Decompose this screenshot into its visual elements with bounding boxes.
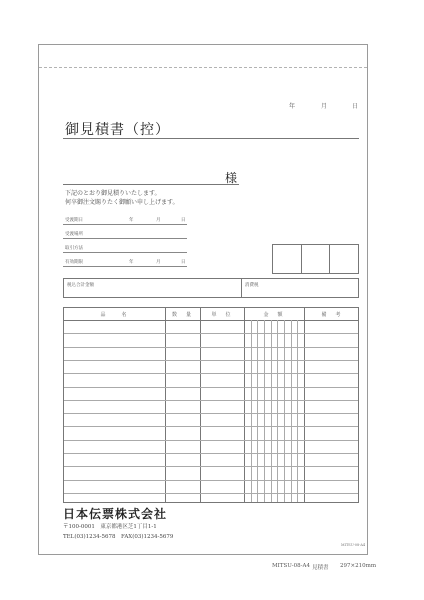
valid-until-label: 有効期限: [65, 260, 83, 265]
column-divider: [304, 308, 305, 502]
recipient-suffix: 様: [225, 171, 238, 185]
footer-paper-size: 297×210mm: [340, 563, 377, 569]
payment-terms-label: 取引方法: [65, 246, 83, 251]
header-divider: [64, 320, 358, 321]
table-row-divider: [64, 493, 358, 494]
delivery-place-label: 受渡場所: [65, 232, 83, 237]
tax-label: 消費税: [245, 283, 259, 288]
footer-form-name: 見積書: [312, 565, 329, 571]
valid-until-rule: [63, 266, 187, 267]
intro-line-2: 何卒御注文賜りたく御願い申し上げます。: [65, 199, 179, 206]
date-year: 年: [289, 103, 296, 110]
line-items-table: [63, 307, 359, 503]
delivery-date-month: 月: [156, 218, 161, 223]
table-row-divider: [64, 466, 358, 467]
valid-until-month: 月: [156, 260, 161, 265]
table-row-divider: [64, 360, 358, 361]
table-row-divider: [64, 426, 358, 427]
column-divider: [200, 308, 201, 502]
date-month: 月: [321, 103, 328, 110]
estimate-sheet: [38, 44, 368, 555]
delivery-date-rule: [63, 224, 187, 225]
perforation-line: [39, 67, 367, 68]
delivery-date-day: 日: [181, 218, 186, 223]
title-underline: [63, 138, 359, 139]
table-row-divider: [64, 387, 358, 388]
company-address: 〒100-0001 東京都港区芝1丁目1-1: [63, 524, 157, 530]
table-row-divider: [64, 333, 358, 334]
footer-form-code: MITSU-08-A4: [272, 563, 310, 569]
total-amount-label: 税込合計金額: [67, 283, 94, 288]
payment-terms-rule: [63, 252, 187, 253]
table-row-divider: [64, 373, 358, 374]
delivery-date-label: 受渡期日: [65, 218, 83, 223]
table-row-divider: [64, 453, 358, 454]
header-unit: 単 位: [211, 312, 233, 318]
totals-divider: [241, 279, 242, 297]
form-code-small: MITSU-08-A4: [341, 543, 366, 547]
company-name: 日本伝票株式会社: [63, 507, 168, 521]
valid-until-year: 年: [129, 260, 134, 265]
delivery-date-year: 年: [129, 218, 134, 223]
table-row-divider: [64, 440, 358, 441]
date-day: 日: [352, 103, 359, 110]
table-row-divider: [64, 347, 358, 348]
stamp-box-1: [272, 244, 302, 274]
company-phone: TEL(03)1234-5678 FAX(03)1234-5679: [63, 534, 174, 540]
recipient-underline: [63, 184, 239, 185]
header-quantity: 数 量: [171, 312, 193, 318]
table-row-divider: [64, 413, 358, 414]
intro-line-1: 下記のとおり御見積りいたします。: [65, 190, 161, 197]
header-note: 備 考: [321, 312, 343, 318]
valid-until-day: 日: [181, 260, 186, 265]
stamp-box-2: [301, 244, 330, 274]
delivery-place-rule: [63, 238, 187, 239]
header-amount: 金 額: [263, 312, 285, 318]
column-divider: [244, 308, 245, 502]
document-title: 御見積書（控）: [65, 122, 170, 138]
table-row-divider: [64, 480, 358, 481]
totals-box: [63, 278, 359, 298]
header-item-name: 品 名: [100, 312, 129, 318]
stamp-box-3: [329, 244, 359, 274]
column-divider: [165, 308, 166, 502]
table-row-divider: [64, 400, 358, 401]
